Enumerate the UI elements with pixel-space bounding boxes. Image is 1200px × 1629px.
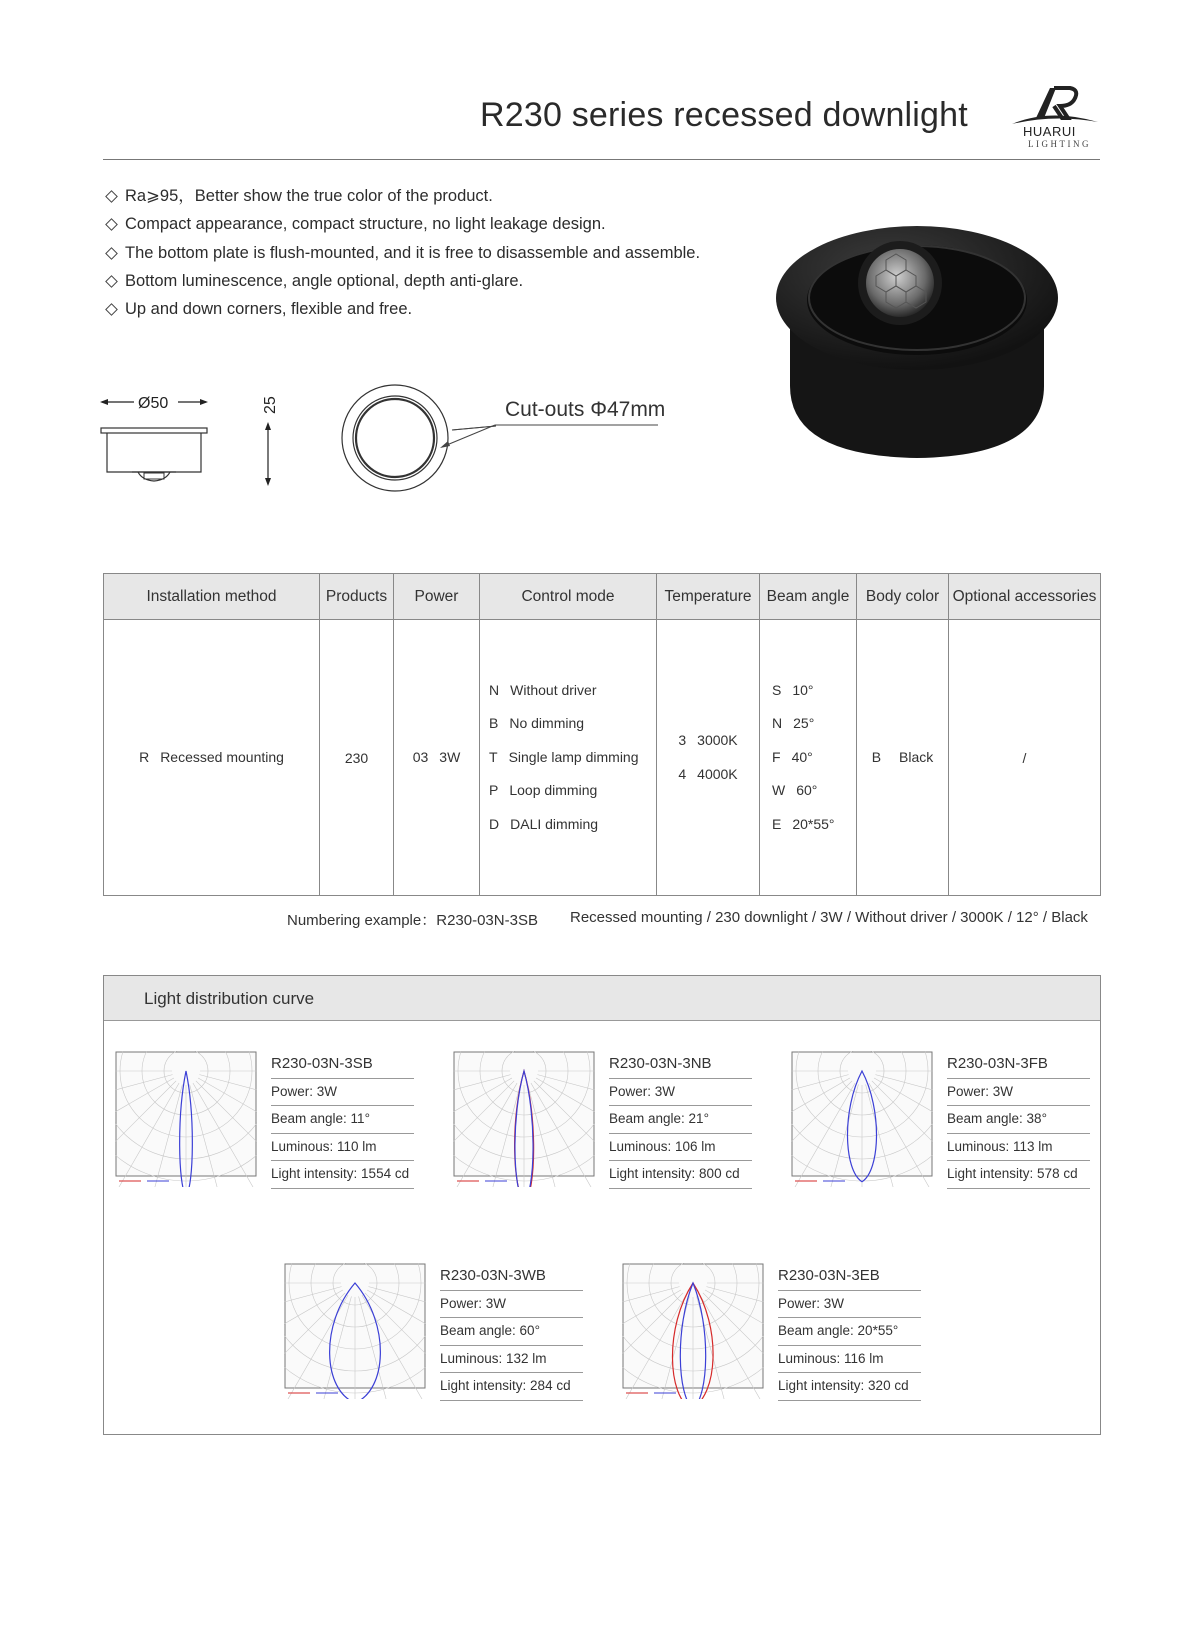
polar-chart <box>622 1263 764 1399</box>
polar-chart <box>115 1051 257 1187</box>
beam-spec: Beam angle: 38° <box>947 1106 1090 1134</box>
page-title: R230 series recessed downlight <box>480 96 968 134</box>
model-name: R230-03N-3NB <box>609 1051 752 1079</box>
product-image <box>776 226 1058 460</box>
diamond-bullet-icon <box>105 218 118 231</box>
lumen-spec: Luminous: 132 lm <box>440 1346 583 1374</box>
diamond-bullet-icon <box>105 190 118 203</box>
power-spec: Power: 3W <box>440 1291 583 1319</box>
diamond-bullet-icon <box>105 275 118 288</box>
intensity-spec: Light intensity: 800 cd <box>609 1161 752 1189</box>
power-spec: Power: 3W <box>609 1079 752 1107</box>
list-item: Ra⩾95，Better show the true color of the product. <box>105 185 700 213</box>
col-header: Control mode <box>480 574 657 620</box>
polar-chart <box>791 1051 933 1187</box>
diameter-label: Ø50 <box>138 395 169 412</box>
control-cell: N Without driver B No dimming T Single lamp dimming P Loop dimming D DALI dimming <box>480 620 657 896</box>
intensity-spec: Light intensity: 320 cd <box>778 1373 921 1401</box>
col-header: Beam angle <box>760 574 857 620</box>
beam-cell: S 10° N 25° F 40° W 60° E 20*55° <box>760 620 857 896</box>
cutout-label: Cut-outs Φ47mm <box>505 398 666 421</box>
beam-spec: Beam angle: 60° <box>440 1318 583 1346</box>
polar-chart <box>284 1263 426 1399</box>
model-name: R230-03N-3SB <box>271 1051 414 1079</box>
list-item: Bottom luminescence, angle optional, depth anti-glare. <box>105 270 700 298</box>
col-header: Body color <box>857 574 949 620</box>
light-distribution-panel <box>103 975 1101 1435</box>
spec-table <box>103 573 1101 896</box>
lumen-spec: Luminous: 106 lm <box>609 1134 752 1162</box>
col-header: Installation method <box>104 574 320 620</box>
temperature-cell: 3 3000K 4 4000K <box>657 620 760 896</box>
numbering-description: Recessed mounting / 230 downlight / 3W / Without driver / 3000K / 12° / Black <box>570 909 1088 926</box>
model-name: R230-03N-3EB <box>778 1263 921 1291</box>
intensity-spec: Light intensity: 284 cd <box>440 1373 583 1401</box>
product-cell: 230 <box>320 620 394 896</box>
feature-list <box>105 185 700 326</box>
beam-spec: Beam angle: 11° <box>271 1106 414 1134</box>
height-dimension <box>255 390 285 490</box>
model-name: R230-03N-3FB <box>947 1051 1090 1079</box>
lumen-spec: Luminous: 116 lm <box>778 1346 921 1374</box>
power-spec: Power: 3W <box>778 1291 921 1319</box>
header-divider <box>103 159 1100 160</box>
section-title: Light distribution curve <box>104 976 1100 1021</box>
brand-sub: LIGHTING <box>1028 139 1091 149</box>
list-item: Compact appearance, compact structure, no light leakage design. <box>105 213 700 241</box>
beam-spec: Beam angle: 21° <box>609 1106 752 1134</box>
col-header: Optional accessories <box>949 574 1101 620</box>
table-row <box>104 620 1101 896</box>
lumen-spec: Luminous: 110 lm <box>271 1134 414 1162</box>
list-item: Up and down corners, flexible and free. <box>105 298 700 326</box>
numbering-example: Numbering example：R230-03N-3SB <box>287 912 538 929</box>
power-spec: Power: 3W <box>947 1079 1090 1107</box>
power-cell: 03 3W <box>394 620 480 896</box>
diamond-bullet-icon <box>105 303 118 316</box>
power-spec: Power: 3W <box>271 1079 414 1107</box>
col-header: Temperature <box>657 574 760 620</box>
list-item: The bottom plate is flush-mounted, and it is free to disassemble and assemble. <box>105 242 700 270</box>
accessories-cell: / <box>949 620 1101 896</box>
intensity-spec: Light intensity: 578 cd <box>947 1161 1090 1189</box>
col-header: Products <box>320 574 394 620</box>
diamond-bullet-icon <box>105 247 118 260</box>
model-name: R230-03N-3WB <box>440 1263 583 1291</box>
polar-chart <box>453 1051 595 1187</box>
height-label: 25 <box>262 396 279 414</box>
brand-name: HUARUI <box>1023 124 1076 139</box>
installation-cell: R Recessed mounting <box>104 620 320 896</box>
beam-spec: Beam angle: 20*55° <box>778 1318 921 1346</box>
col-header: Power <box>394 574 480 620</box>
lumen-spec: Luminous: 113 lm <box>947 1134 1090 1162</box>
intensity-spec: Light intensity: 1554 cd <box>271 1161 414 1189</box>
color-cell: B Black <box>857 620 949 896</box>
